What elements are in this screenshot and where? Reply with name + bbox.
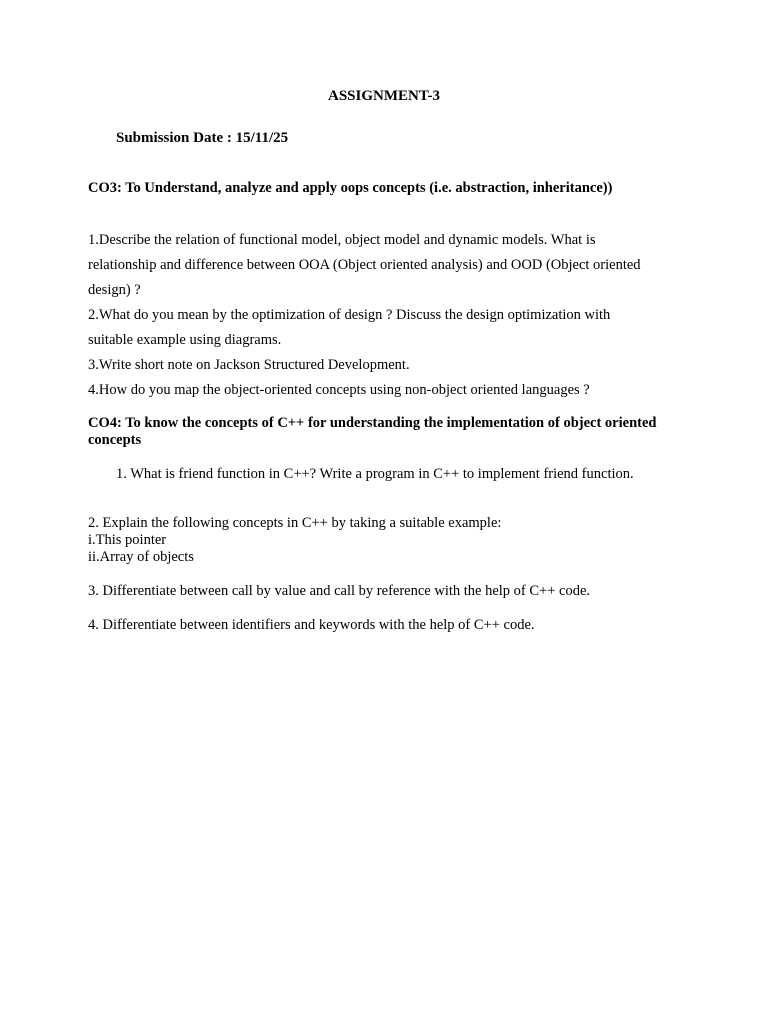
co3-question-1: 1.Describe the relation of functional model, object model and dynamic models. What is relationship and difference between OOA (Object oriented analysis) and OOD (Object oriented design) ?: [88, 232, 641, 298]
submission-date: Submission Date : 15/11/25: [116, 130, 289, 146]
co4-question-4: 4. Differentiate between identifiers and keywords with the help of C++ code.: [88, 617, 535, 633]
assignment-title: ASSIGNMENT-3: [328, 88, 440, 104]
co4-heading: CO4: To know the concepts of C++ for understanding the implementation of object oriented concepts: [88, 415, 657, 448]
co4-question-2: [88, 515, 658, 566]
co3-question-3: 3.Write short note on Jackson Structured Development.: [88, 357, 410, 373]
co3-question-2: 2.What do you mean by the optimization of design ? Discuss the design optimization with suitable example using diagrams.: [88, 307, 611, 348]
co4-question-2-text: 2. Explain the following concepts in C++ by taking a suitable example:: [88, 515, 502, 531]
co4-question-2-item-1: i.This pointer: [88, 532, 167, 548]
co4-question-3: 3. Differentiate between call by value and call by reference with the help of C++ code.: [88, 583, 591, 599]
co3-question-4: 4.How do you map the object-oriented concepts using non-object oriented languages ?: [88, 382, 590, 398]
co3-question-list: [88, 228, 658, 403]
co3-heading: CO3: To Understand, analyze and apply oops concepts (i.e. abstraction, inheritance)): [88, 180, 613, 196]
co4-question-1: 1. What is friend function in C++? Write a program in C++ to implement friend function.: [116, 466, 634, 482]
co4-question-2-item-2: ii.Array of objects: [88, 549, 194, 565]
